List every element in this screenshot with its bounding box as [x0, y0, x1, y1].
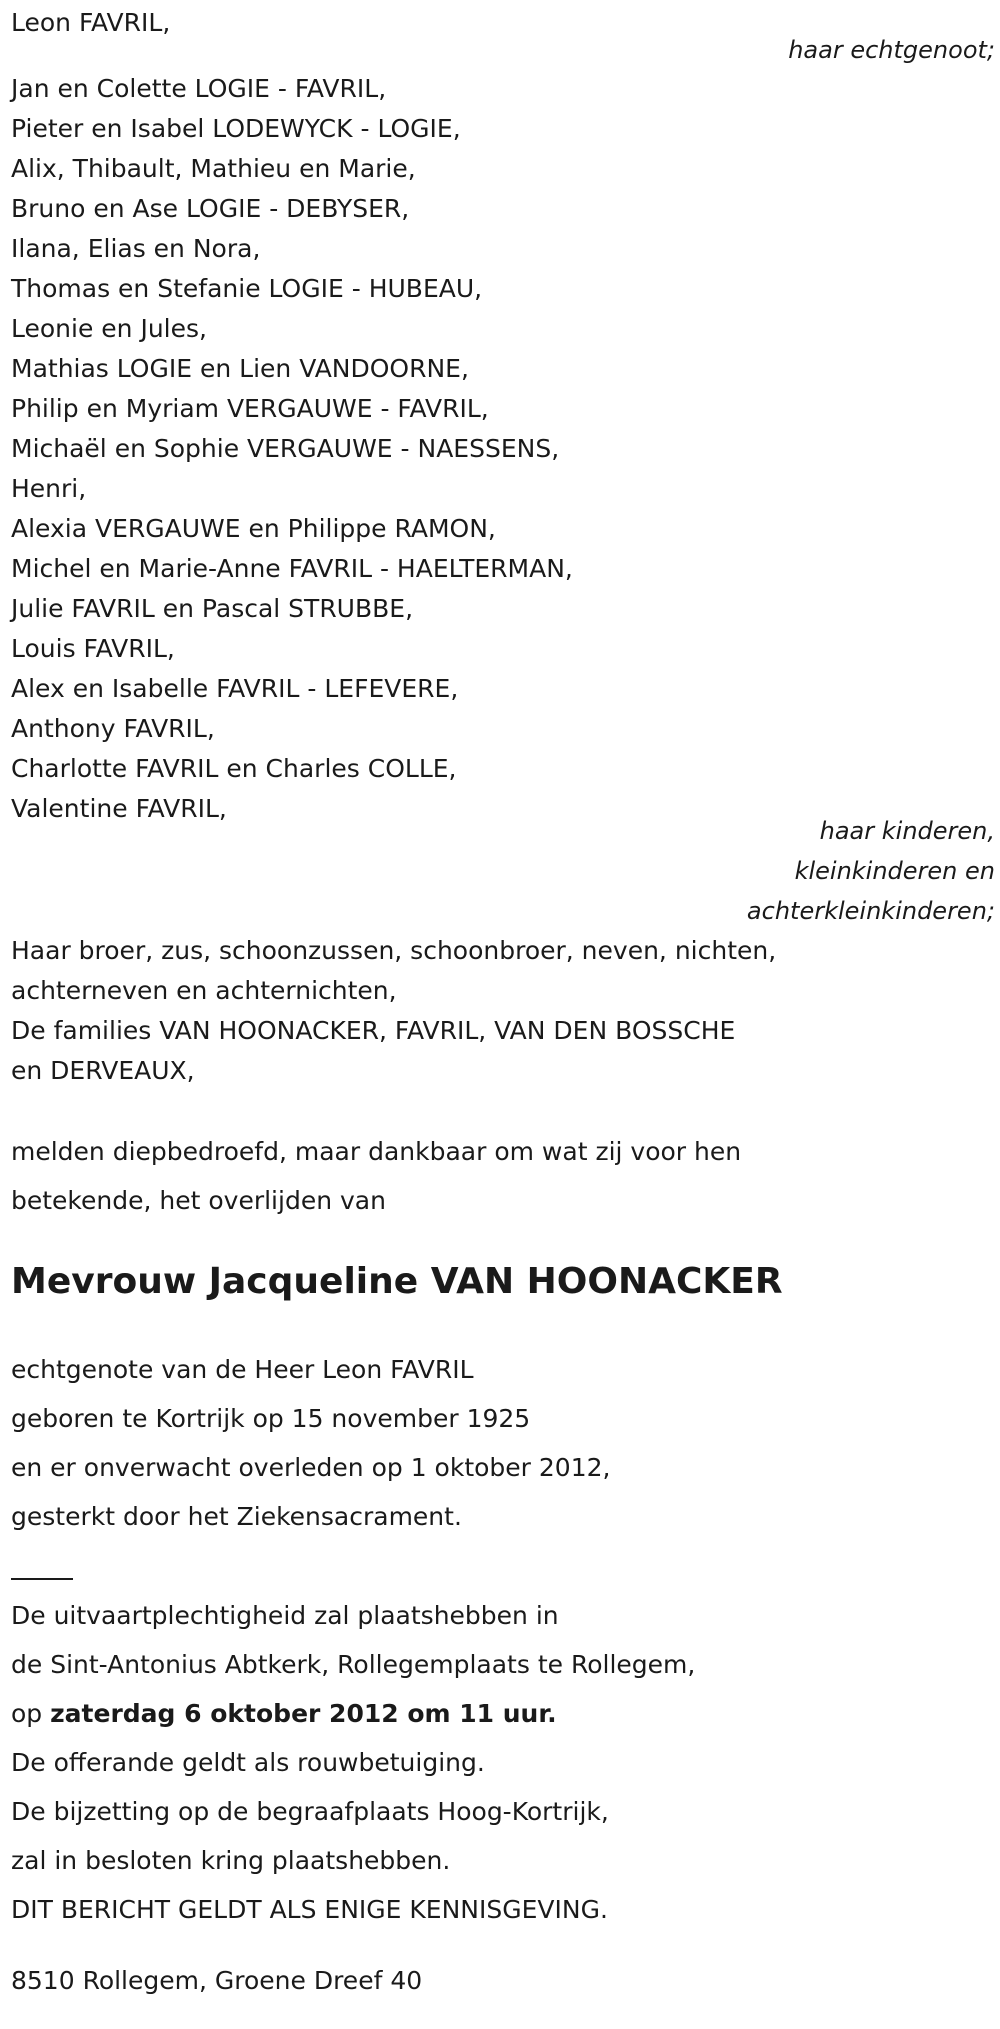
family-line: Alix, Thibault, Mathieu en Marie, [11, 154, 416, 183]
family-line: Mathias LOGIE en Lien VANDOORNE, [11, 354, 469, 383]
family-line: Julie FAVRIL en Pascal STRUBBE, [11, 594, 414, 623]
family-line: Valentine FAVRIL, [11, 794, 227, 823]
family-line: Louis FAVRIL, [11, 634, 175, 663]
announcement-line: betekende, het overlijden van [11, 1186, 386, 1215]
funeral-line: De bijzetting op de begraafplaats Hoog-Kortrijk, [11, 1797, 609, 1826]
family-line: Bruno en Ase LOGIE - DEBYSER, [11, 194, 410, 223]
funeral-line: De uitvaartplechtigheid zal plaatshebben in [11, 1601, 559, 1630]
detail-line: gesterkt door het Ziekensacrament. [11, 1502, 462, 1531]
funeral-date-prefix: op [11, 1699, 51, 1728]
family-line: Thomas en Stefanie LOGIE - HUBEAU, [11, 274, 483, 303]
family-line: Pieter en Isabel LODEWYCK - LOGIE, [11, 114, 461, 143]
funeral-line: de Sint-Antonius Abtkerk, Rollegemplaats te Rollegem, [11, 1650, 696, 1679]
family-line: Charlotte FAVRIL en Charles COLLE, [11, 754, 457, 783]
family-line: Alexia VERGAUWE en Philippe RAMON, [11, 514, 496, 543]
relatives-line: Haar broer, zus, schoonzussen, schoonbroer, neven, nichten, [11, 936, 777, 965]
family-role: kleinkinderen en [794, 857, 995, 885]
address: 8510 Rollegem, Groene Dreef 40 [11, 1966, 423, 1995]
family-line: Philip en Myriam VERGAUWE - FAVRIL, [11, 394, 489, 423]
funeral-line: De offerande geldt als rouwbetuiging. [11, 1748, 485, 1777]
family-line: Anthony FAVRIL, [11, 714, 215, 743]
family-line: Ilana, Elias en Nora, [11, 234, 261, 263]
family-role: achterkleinkinderen; [746, 897, 995, 925]
divider [11, 1578, 73, 1580]
family-role: haar kinderen, [819, 817, 995, 845]
family-line: Michel en Marie-Anne FAVRIL - HAELTERMAN, [11, 554, 573, 583]
family-line: Alex en Isabelle FAVRIL - LEFEVERE, [11, 674, 459, 703]
relatives-line: en DERVEAUX, [11, 1056, 195, 1085]
funeral-line: zal in besloten kring plaatshebben. [11, 1846, 451, 1875]
detail-line: en er onverwacht overleden op 1 oktober 2012, [11, 1453, 611, 1482]
funeral-line: DIT BERICHT GELDT ALS ENIGE KENNISGEVING. [11, 1895, 608, 1924]
funeral-date-line [11, 1699, 557, 1729]
detail-line: geboren te Kortrijk op 15 november 1925 [11, 1404, 531, 1433]
announcement-line: melden diepbedroefd, maar dankbaar om wat zij voor hen [11, 1137, 742, 1166]
family-line: Michaël en Sophie VERGAUWE - NAESSENS, [11, 434, 560, 463]
spouse-role: haar echtgenoot; [788, 36, 995, 64]
deceased-name: Mevrouw Jacqueline VAN HOONACKER [11, 1261, 783, 1302]
family-line: Leonie en Jules, [11, 314, 207, 343]
relatives-line: achterneven en achternichten, [11, 976, 397, 1005]
funeral-date: zaterdag 6 oktober 2012 om 11 uur. [50, 1699, 557, 1728]
family-line: Henri, [11, 474, 87, 503]
family-line: Jan en Colette LOGIE - FAVRIL, [11, 74, 387, 103]
spouse-name: Leon FAVRIL, [11, 8, 171, 37]
detail-line: echtgenote van de Heer Leon FAVRIL [11, 1355, 474, 1384]
relatives-line: De families VAN HOONACKER, FAVRIL, VAN DEN BOSSCHE [11, 1016, 736, 1045]
